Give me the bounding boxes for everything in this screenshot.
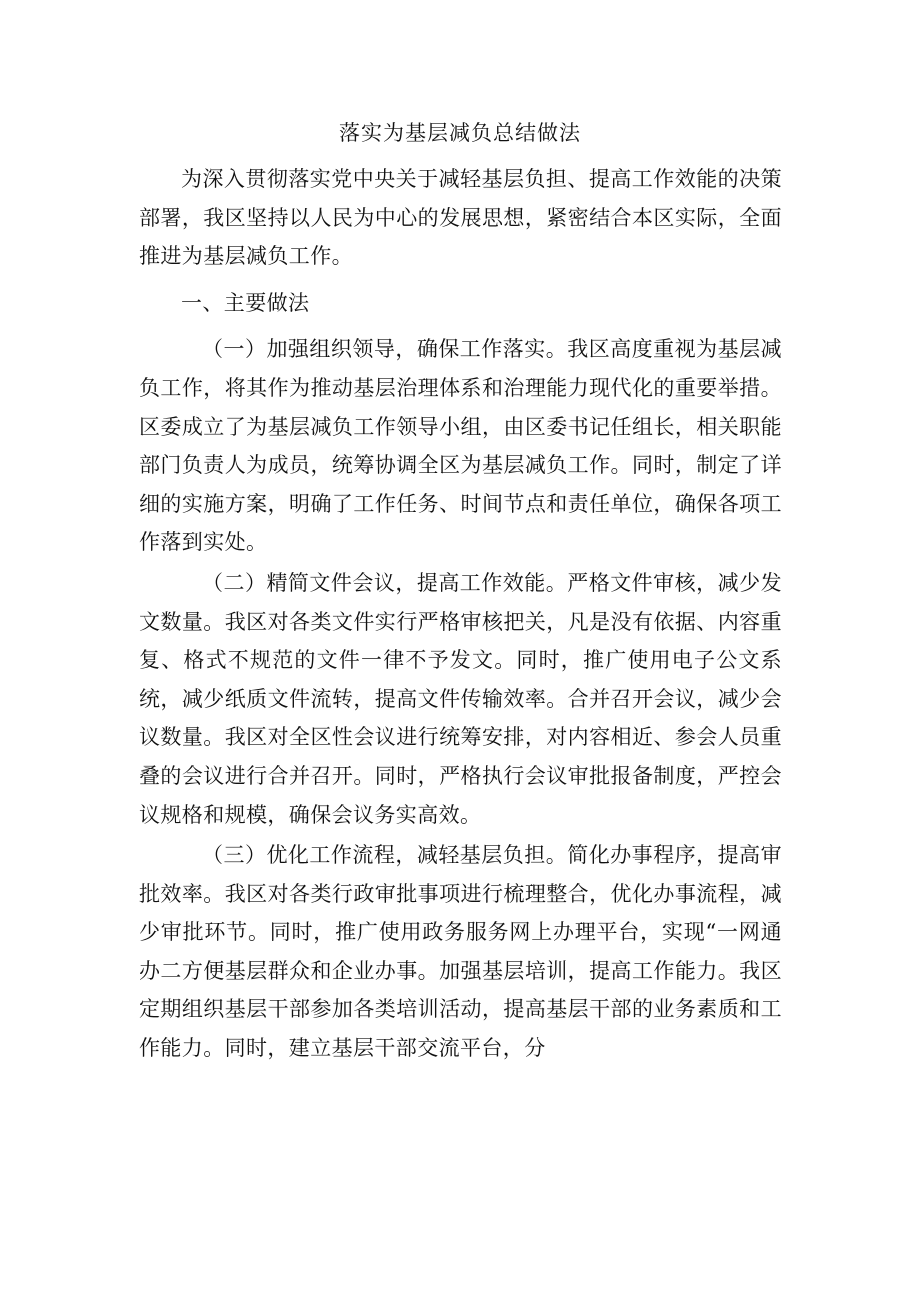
- paragraph-optimize-workflow: （三）优化工作流程，减轻基层负担。简化办事程序，提高审批效率。我区对各类行政审批事项进行梳理整合，优化办事流程，减少审批环节。同时，推广使用政务服务网上办理平台，实现“一网通办二方便基层群众和企业办事。加强基层培训，提高工作能力。我区定期组织基层干部参加各类培训活动，提高基层干部的业务素质和工作能力。同时，建立基层干部交流平台，分: [139, 843, 782, 1061]
- intro-paragraph: 为深入贯彻落实党中央关于减轻基层负担、提高工作效能的决策部署，我区坚持以人民为中心的发展思想，紧密结合本区实际，全面推进为基层减负工作。: [139, 167, 782, 269]
- paragraph-streamline-documents-meetings: （二）精简文件会议，提高工作效能。严格文件审核，减少发文数量。我区对各类文件实行严格审核把关，凡是没有依据、内容重复、格式不规范的文件一律不予发文。同时，推广使用电子公文系统，减少纸质文件流转，提高文件传输效率。合并召开会议，减少会议数量。我区对全区性会议进行统筹安排，对内容相近、参会人员重叠的会议进行合并召开。同时，严格执行会议审批报备制度，严控会议规格和规模，确保会议务实高效。: [139, 570, 782, 827]
- paragraph-organization-leadership: （一）加强组织领导，确保工作落实。我区高度重视为基层减负工作，将其作为推动基层治理体系和治理能力现代化的重要举措。区委成立了为基层减负工作领导小组，由区委书记任组长，相关职能部门负责人为成员，统筹协调全区为基层减负工作。同时，制定了详细的实施方案，明确了工作任务、时间节点和责任单位，确保各项工作落到实处。: [139, 337, 782, 555]
- document-title: 落实为基层减负总结做法: [339, 121, 581, 145]
- document-body: [139, 160, 782, 1068]
- section-heading-main-practices: 一、主要做法: [181, 290, 310, 315]
